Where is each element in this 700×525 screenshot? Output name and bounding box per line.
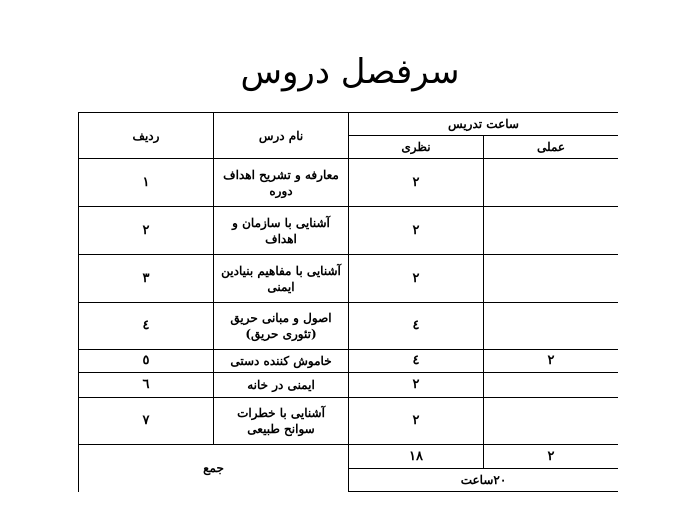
row-theory: ٢ <box>412 174 420 190</box>
row-course-name: اصول و مبانی حریق (تئوری حریق) <box>230 311 332 341</box>
page-title: سرفصل دروس <box>240 52 460 92</box>
header-radif: ردیف <box>132 128 160 143</box>
row-radif: ٣ <box>142 270 150 286</box>
header-theory: نظری <box>401 140 431 154</box>
row-radif: ٧ <box>142 413 150 428</box>
row-practical: ٢ <box>547 353 555 368</box>
header-course-name: نام درس <box>258 128 304 143</box>
row-course-name: آشنایی با خطرات سوانح طبیعی <box>237 406 325 436</box>
row-theory: ٢ <box>412 377 420 392</box>
header-practical: عملی <box>536 140 566 154</box>
row-course-name: آشنایی با مفاهیم بنیادین ایمنی <box>221 263 341 294</box>
row-course-name: آشنایی با سازمان و اهداف <box>232 215 330 246</box>
row-radif: ٤ <box>142 318 150 333</box>
row-radif: ١ <box>142 174 150 190</box>
row-theory: ٢ <box>412 413 420 428</box>
row-practical <box>484 159 618 206</box>
total-theory: ١٨ <box>409 448 423 464</box>
row-practical <box>484 207 618 254</box>
row-theory: ٢ <box>412 222 420 238</box>
row-practical <box>484 255 618 302</box>
row-practical <box>484 303 618 349</box>
row-theory: ٤ <box>412 353 420 368</box>
total-label: جمع <box>203 461 224 475</box>
row-course-name: ایمنی در خانه <box>247 378 315 392</box>
header-teaching-hours: ساعت تدریس <box>448 117 519 131</box>
row-radif: ٥ <box>142 353 150 368</box>
row-course-name: معارفه و تشریح اهداف دوره <box>223 167 339 198</box>
row-theory: ٤ <box>412 318 420 333</box>
row-radif: ٢ <box>142 222 150 238</box>
row-theory: ٢ <box>412 270 420 286</box>
total-combined: ٢٠ساعت <box>460 473 507 487</box>
row-course-name: خاموش کننده دستی <box>230 354 332 368</box>
row-practical <box>484 373 618 397</box>
table-border-bottom <box>348 491 618 492</box>
row-practical <box>484 398 618 444</box>
total-practical: ٢ <box>547 448 555 464</box>
row-radif: ٦ <box>142 377 150 392</box>
